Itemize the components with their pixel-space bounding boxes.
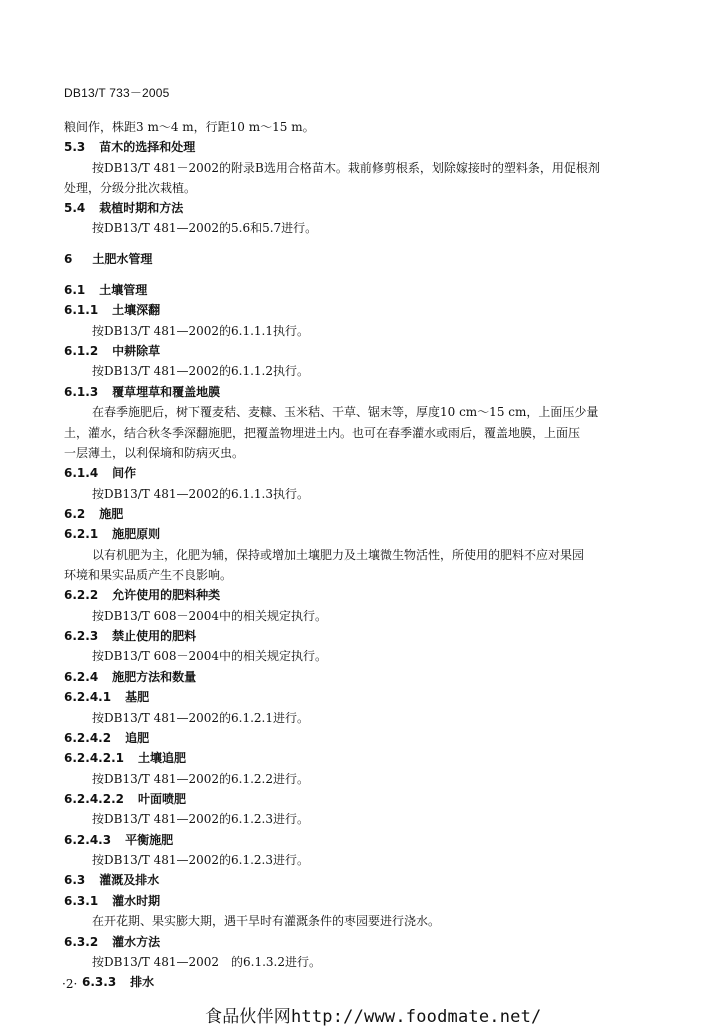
section-number: 6.1.4 [64,466,99,480]
section-title: 叶面喷肥 [137,792,186,806]
paragraph-line: 环境和果实品质产生不良影响。 [64,568,233,582]
section-number: 6.3.2 [64,935,99,949]
paragraph-line: 按DB13/T 481—2002的6.1.1.3执行。 [92,487,309,501]
paragraph-line: 按DB13/T 481—2002的6.1.2.3进行。 [92,812,309,826]
section-title: 灌水时期 [112,894,161,908]
chapter-heading-6 [64,252,152,266]
section-title: 施肥方法和数量 [112,670,197,684]
section-heading-6-2-2 [64,588,220,602]
section-heading-5-4 [64,201,183,215]
section-number: 5.4 [64,201,86,215]
paragraph-line: 按DB13/T 481—2002的6.1.2.1进行。 [92,711,309,725]
section-number: 6.3 [64,873,86,887]
paragraph-line: 土，灌水，结合秋冬季深翻施肥，把覆盖物埋进土内。也可在春季灌水或雨后，覆盖地膜，上面压 [64,426,581,440]
paragraph-line: 按DB13/T 608－2004中的相关规定执行。 [92,649,328,663]
section-heading-6-2-4-2-2 [64,792,186,806]
section-title: 间作 [112,466,137,480]
section-title: 灌溉及排水 [99,873,160,887]
section-heading-6-2-4-3 [64,833,173,847]
section-heading-6-1-2 [64,344,160,358]
section-number: 6.2.4 [64,670,99,684]
section-heading-6-2 [64,507,123,521]
section-title: 施肥 [99,507,124,521]
section-title: 苗木的选择和处理 [99,140,196,154]
section-number: 6.2.1 [64,527,99,541]
section-number: 6.1.2 [64,344,99,358]
section-title: 中耕除草 [112,344,161,358]
section-title: 平衡施肥 [125,833,174,847]
paragraph-line: 粮间作，株距3 m～4 m，行距10 m～15 m。 [64,120,315,134]
section-number: 6.1 [64,283,86,297]
paragraph-line: 在开花期、果实膨大期，遇干旱时有灌溉条件的枣园要进行浇水。 [92,914,441,928]
paragraph-line: 处理，分级分批次栽植。 [64,181,197,195]
page-number: ·2· [62,977,78,991]
source-watermark: 食品伙伴网http://www.foodmate.net/ [205,1007,542,1027]
section-title: 追肥 [125,731,150,745]
section-heading-6-1-1 [64,303,160,317]
section-title: 允许使用的肥料种类 [112,588,221,602]
section-title: 禁止使用的肥料 [112,629,197,643]
section-heading-5-3 [64,140,195,154]
section-title: 土壤追肥 [137,751,186,765]
section-heading-6-2-4-2 [64,731,149,745]
standard-code: DB13/T 733－2005 [64,86,170,100]
section-number: 6.3.3 [82,975,117,989]
section-number: 6.3.1 [64,894,99,908]
section-number: 5.3 [64,140,86,154]
paragraph-line: 一层薄土，以利保墒和防病灭虫。 [64,446,245,460]
section-heading-6-2-4 [64,670,196,684]
section-number: 6.1.1 [64,303,99,317]
section-title: 覆草埋草和覆盖地膜 [112,385,221,399]
section-number: 6.2.3 [64,629,99,643]
section-heading-6-1-4 [64,466,136,480]
section-title: 基肥 [125,690,150,704]
section-number: 6.2.4.2 [64,731,112,745]
section-number: 6.2.4.2.1 [64,751,124,765]
section-heading-6-2-3 [64,629,196,643]
section-heading-6-3-1 [64,894,160,908]
section-heading-6-1-3 [64,385,220,399]
paragraph-line: 在春季施肥后，树下覆麦秸、麦糠、玉米秸、干草、锯末等，厚度10 cm～15 cm，上面压少量 [92,405,599,419]
section-title: 土壤管理 [99,283,148,297]
paragraph-line: 按DB13/T 481—2002的6.1.1.2执行。 [92,364,309,378]
paragraph-line: 按DB13/T 608－2004中的相关规定执行。 [92,609,328,623]
section-heading-6-1 [64,283,147,297]
section-title: 灌水方法 [112,935,161,949]
section-number: 6.2.4.2.2 [64,792,124,806]
section-heading-6-3 [64,873,159,887]
section-number: 6.2 [64,507,86,521]
section-number: 6.1.3 [64,385,99,399]
section-number: 6.2.4.1 [64,690,112,704]
section-title: 排水 [130,975,155,989]
section-heading-6-2-1 [64,527,160,541]
paragraph-line: 按DB13/T 481—2002 的6.1.3.2进行。 [92,955,321,969]
section-number: 6.2.2 [64,588,99,602]
section-title: 施肥原则 [112,527,161,541]
section-title: 栽植时期和方法 [99,201,184,215]
paragraph-line: 按DB13/T 481—2002的5.6和5.7进行。 [92,221,318,235]
paragraph-line: 按DB13/T 481—2002的6.1.1.1执行。 [92,324,309,338]
paragraph-line: 按DB13/T 481－2002的附录B选用合格苗木。栽前修剪根系，划除嫁接时的塑料条，用促根剂 [92,161,600,175]
section-title: 土壤深翻 [112,303,161,317]
section-heading-6-2-4-2-1 [64,751,186,765]
paragraph-line: 按DB13/T 481—2002的6.1.2.3进行。 [92,853,309,867]
section-number: 6.2.4.3 [64,833,112,847]
section-heading-6-2-4-1 [64,690,149,704]
section-heading-6-3-2 [64,935,160,949]
section-heading-6-3-3 [82,975,154,989]
section-title: 土肥水管理 [92,252,153,266]
paragraph-line: 按DB13/T 481—2002的6.1.2.2进行。 [92,772,309,786]
section-number: 6 [64,252,73,266]
paragraph-line: 以有机肥为主，化肥为辅，保持或增加土壤肥力及土壤微生物活性，所使用的肥料不应对果园 [92,548,585,562]
